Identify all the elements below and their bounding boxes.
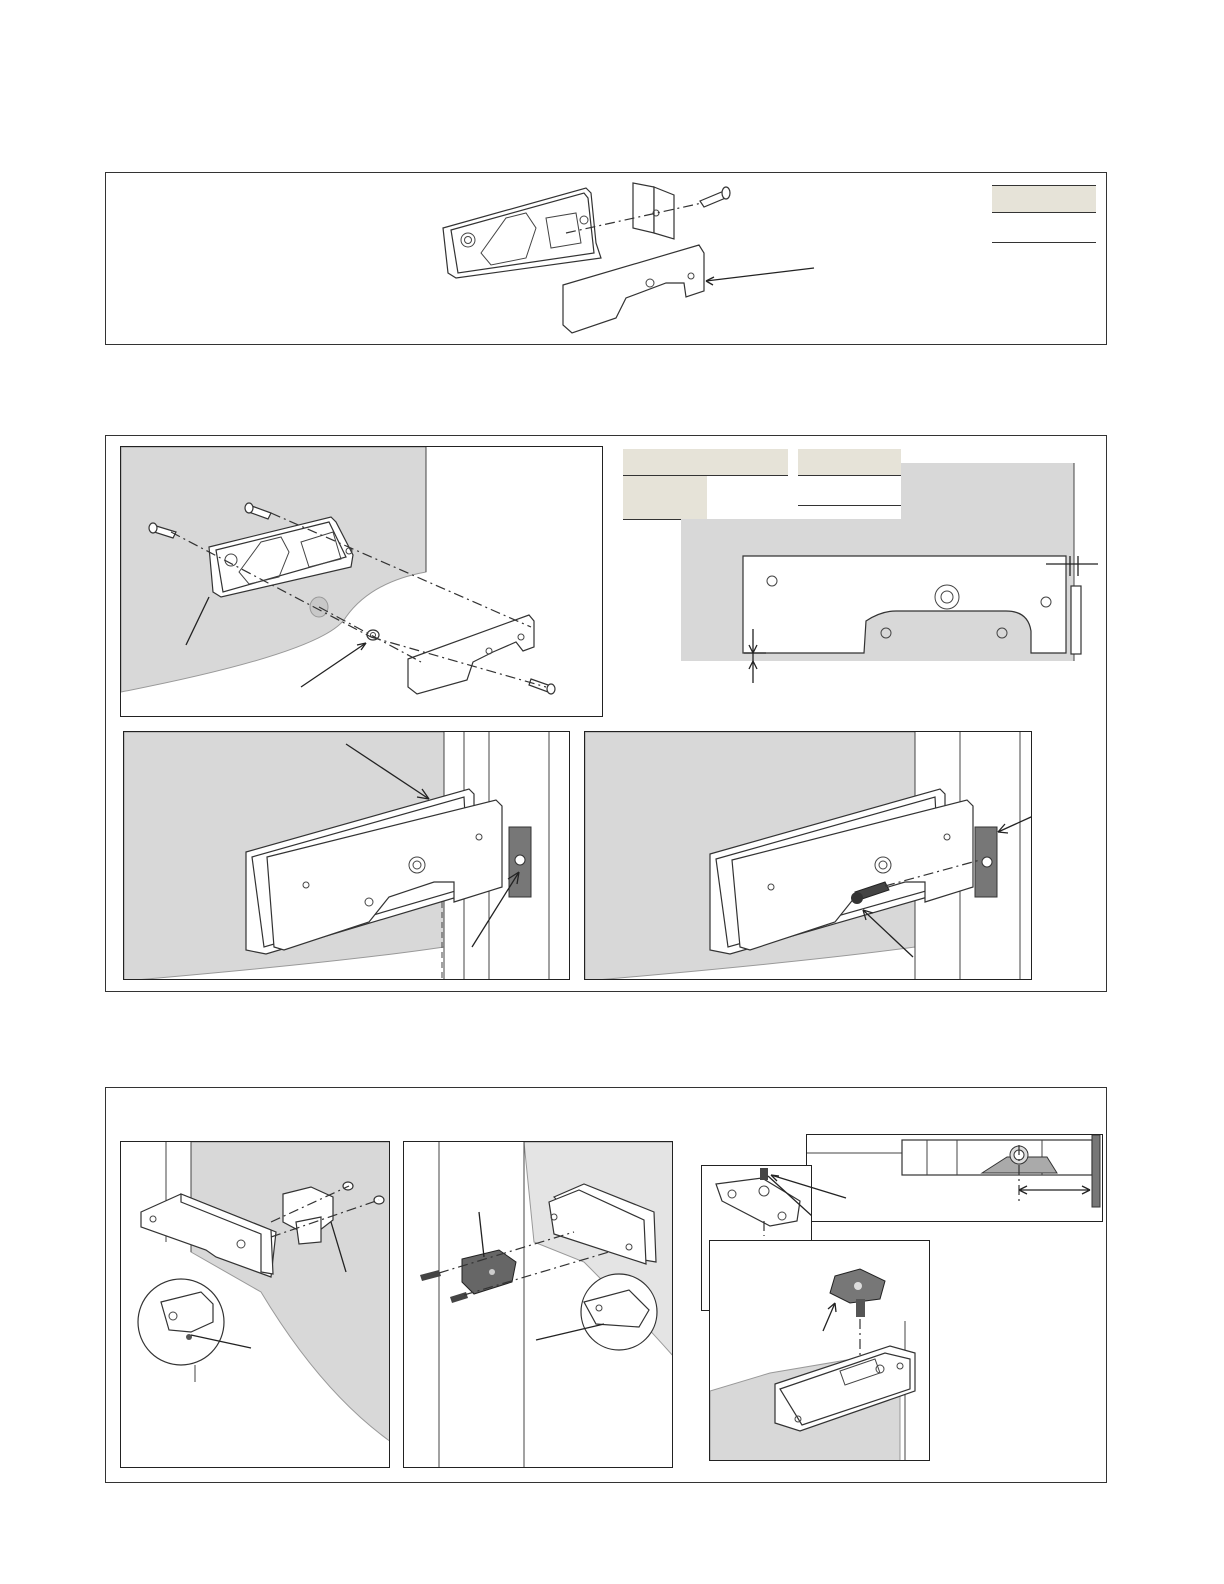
spec-rule-bottom <box>992 242 1096 243</box>
hinge-body-icon <box>443 188 601 278</box>
panel-pivot-block-right <box>120 1141 390 1468</box>
panel-pivot-block-left <box>403 1141 673 1468</box>
pin-leader <box>766 1170 856 1200</box>
clearance-diagram <box>666 461 1106 721</box>
panel-assembled-screw <box>584 731 1032 980</box>
screw-icon <box>529 679 555 694</box>
section-pivot-block <box>105 1087 1107 1483</box>
pivot-block-right-drawing <box>121 1142 390 1468</box>
exploded-on-glass-drawing <box>121 447 603 717</box>
panel-pivot-assembled <box>709 1240 930 1461</box>
assembled-arrows-drawing <box>124 732 570 980</box>
pivot-assembled-drawing <box>710 1241 930 1461</box>
spec-header-cell <box>992 185 1096 212</box>
wall-plate-icon <box>1092 1135 1100 1207</box>
cover-plate-icon <box>408 615 534 694</box>
section-glass-mounting <box>105 435 1107 992</box>
exploded-overview-drawing <box>106 173 1108 346</box>
panel-assembled-arrows <box>123 731 570 980</box>
pivot-block-left-drawing <box>404 1142 673 1468</box>
spec-rule-top <box>992 185 1096 186</box>
screw-icon <box>420 1270 468 1303</box>
assembled-screw-drawing <box>585 732 1032 980</box>
panel-exploded-on-glass <box>120 446 603 717</box>
wall-plate-icon <box>1071 586 1081 654</box>
pivot-block-icon <box>830 1269 885 1317</box>
screw-icon <box>700 187 730 207</box>
section-exploded-overview <box>105 172 1107 345</box>
spec-rule-mid <box>992 212 1096 213</box>
